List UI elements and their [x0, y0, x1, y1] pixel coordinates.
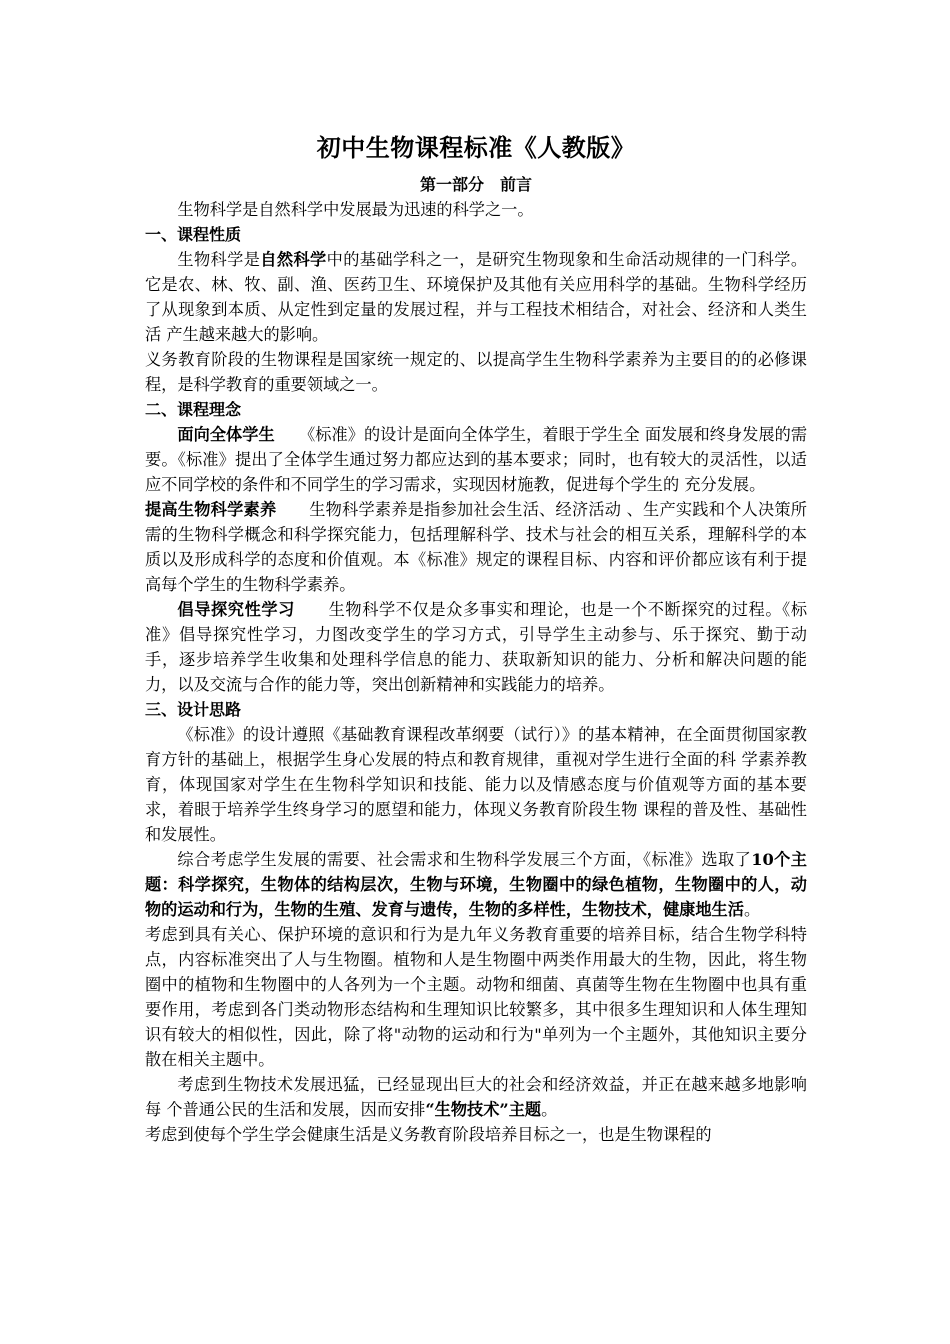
- bold-term-natural-science: 自然科学: [260, 250, 327, 269]
- bold-topic-biotech: “生物技术”主题: [425, 1100, 542, 1119]
- nature-paragraph-1: [145, 247, 807, 347]
- section-heading-design: 三、设计思路: [145, 700, 242, 719]
- text-run: 。: [743, 900, 761, 919]
- philosophy-all-students: [145, 422, 807, 497]
- bold-topics-list: 10个主题：科学探究，生物体的结构层次，生物与环境，生物圈中的绿色植物，生物圈中的人，动物的运动和行为，生物的生殖、发育与遗传，生物的多样性，生物技术，健康地生活: [145, 850, 807, 919]
- concept-text: 生物科学不仅是众多事实和理论，也是一个不断探究的过程。《标准》倡导探究性学习，力图改变学生的学习方式，引导学生主动参与、乐于探究、勤于动手，逐步培养学生收集和处理科学信息的能力、获取新知识的能力、分析和解决问题的能力，以及交流与合作的能力等，突出创新精神和实践能力的培养。: [145, 600, 808, 694]
- concept-title: 面向全体学生: [177, 425, 275, 444]
- concept-text: 生物科学素养是指参加社会生活、经济活动 、生产实践和个人决策所需的生物科学概念和科学探究能力，包括理解科学、技术与社会的相互关系，理解科学的本质以及形成科学的态度和价值观。本《标准》规定的课程目标、内容和评价都应该有利于提高每个学生的生物科学素养。: [145, 500, 807, 594]
- part-heading: 第一部分 前言: [419, 175, 532, 194]
- document-title: 初中生物课程标准《人教版》: [316, 134, 636, 162]
- text-run: 中的基础学科之一，是研究生物现象和生命活动规律的一门科学。它是农、林、牧、副、渔、医药卫生、环境保护及其他有关应用科学的基础。生物科学经历了从现象到本质、从定性到定量的发展过程，并与工程技术相结合，对社会、经济和人类生活 产生越来越大的影响。: [145, 250, 808, 344]
- design-paragraph-1: 《标准》的设计遵照《基础教育课程改革纲要（试行）》的基本精神，在全面贯彻国家教育方针的基础上，根据学生身心发展的特点和教育规律，重视对学生进行全面的科 学素养教育，体现国家对学生在生物科学知识和技能、能力以及情感态度与价值观等方面的基本要求，着眼于培养学生终身学习的愿望和能力，体现义务教育阶段生物 课程的普及性、基础性和发展性。: [145, 725, 807, 844]
- design-paragraph-3: 考虑到具有关心、保护环境的意识和行为是九年义务教育重要的培养目标，结合生物学科特点，内容标准突出了人与生物圈。植物和人是生物圈中两类作用最大的生物，因此，将生物圈中的植物和生物圈中的人各列为一个主题。动物和细菌、真菌等生物在生物圈中也具有重要作用，考虑到各门类动物形态结构和生理知识比较繁多，其中很多生理知识和人体生理知识有较大的相似性，因此，除了将"动物的运动和行为"单列为一个主题外，其他知识主要分散在相关主题中。: [145, 925, 807, 1069]
- design-paragraph-5: 考虑到使每个学生学会健康生活是义务教育阶段培养目标之一，也是生物课程的: [145, 1125, 712, 1144]
- concept-text: 《标准》的设计是面向全体学生，着眼于学生全 面发展和终身发展的需要。《标准》提出了全体学生通过努力都应达到的基本要求；同时，也有较大的灵活性，以适应不同学校的条件和不同学生的学习需求，实现因材施教，促进每个学生的 充分发展。: [145, 425, 808, 494]
- philosophy-inquiry: [145, 597, 807, 697]
- section-heading-philosophy: 二、课程理念: [145, 400, 242, 419]
- intro-paragraph: 生物科学是自然科学中发展最为迅速的科学之一。: [177, 200, 534, 219]
- design-paragraph-2: [145, 847, 807, 922]
- nature-paragraph-2: 义务教育阶段的生物课程是国家统一规定的、以提高学生生物科学素养为主要目的的必修课 程，是科学教育的重要领域之一。: [145, 350, 807, 394]
- text-run: 综合考虑学生发展的需要、社会需求和生物科学发展三个方面，《标准》选取了: [177, 850, 752, 869]
- text-run: 生物科学是: [177, 250, 261, 269]
- philosophy-literacy: [145, 497, 807, 597]
- section-heading-nature: 一、课程性质: [145, 225, 242, 244]
- concept-title: 提高生物科学素养: [145, 500, 277, 519]
- concept-title: 倡导探究性学习: [177, 600, 295, 619]
- document-page: [145, 128, 807, 1147]
- text-run: 考虑到生物技术发展迅猛，已经显现出巨大的社会和经济效益，并正在越来越多地影响每 个普通公民的生活和发展，因而安排: [145, 1075, 807, 1119]
- text-run: 。: [541, 1100, 558, 1119]
- design-paragraph-4: [145, 1072, 807, 1122]
